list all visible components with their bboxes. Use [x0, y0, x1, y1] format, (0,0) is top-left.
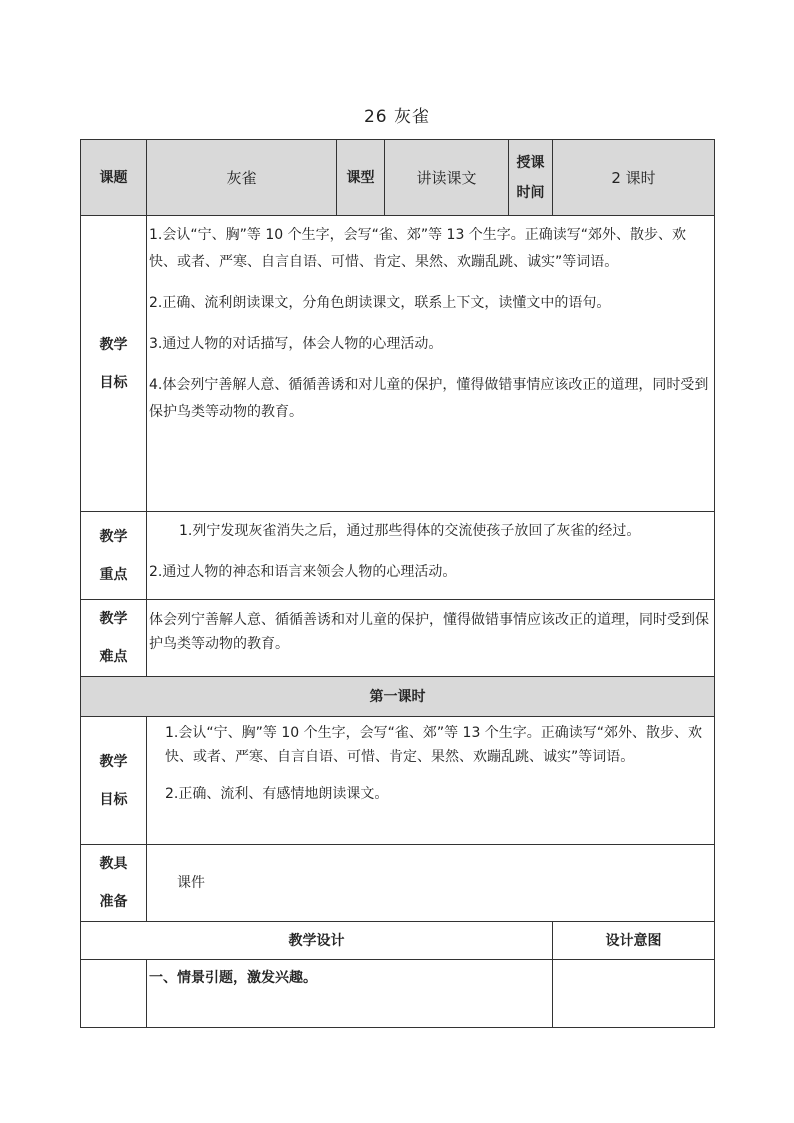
lesson1-goal-1: 1.会认“宁、胸”等 10 个生字，会写“雀、郊”等 13 个生字。正确读写“郊外、散步、欢快、或者、严寒、自言自语、可惜、肯定、果然、欢蹦乱跳、诚实”等词语。 — [165, 725, 703, 765]
key-points-row — [81, 512, 715, 600]
tools-label-1: 教具 — [99, 856, 128, 872]
difficulty-row — [81, 600, 715, 677]
time-label-2: 时间 — [516, 184, 545, 201]
design-step-blank — [81, 960, 147, 1028]
lesson1-goals-row — [81, 717, 715, 845]
difficulty-label-2: 难点 — [99, 649, 128, 665]
tools-row — [81, 845, 715, 922]
topic-label: 课题 — [81, 140, 147, 216]
goals-content — [147, 216, 715, 512]
difficulty-label-1: 教学 — [99, 611, 128, 627]
goals-row — [81, 216, 715, 512]
lesson1-goals-label — [81, 717, 147, 845]
design-step-1: 一、情景引题，激发兴趣。 — [147, 960, 553, 1028]
key-point-2: 2.通过人物的神态和语言来领会人物的心理活动。 — [149, 564, 457, 580]
tools-label — [81, 845, 147, 922]
design-intent-cell — [553, 960, 715, 1028]
lesson1-goals-label-1: 教学 — [99, 753, 128, 770]
difficulty-text: 体会列宁善解人意、循循善诱和对儿童的保护，懂得做错事情应该改正的道理，同时受到保护鸟类等动物的教育。 — [149, 612, 709, 652]
time-value: 2 课时 — [553, 140, 715, 216]
goals-label-1: 教学 — [99, 336, 128, 353]
goals-label-2: 目标 — [99, 374, 128, 391]
page-title: 26 灰雀 — [363, 107, 431, 127]
goal-item-4: 4.体会列宁善解人意、循循善诱和对儿童的保护，懂得做错事情应该改正的道理，同时受到保护鸟类等动物的教育。 — [149, 377, 709, 420]
lesson1-goal-2: 2.正确、流利、有感情地朗读课文。 — [165, 786, 389, 802]
lesson-plan-table — [80, 139, 715, 1028]
topic-value: 灰雀 — [147, 140, 337, 216]
key-points-label-1: 教学 — [99, 528, 128, 545]
design-step-row — [81, 960, 715, 1028]
design-header-left: 教学设计 — [81, 922, 553, 960]
goals-label — [81, 216, 147, 512]
key-points-content — [147, 512, 715, 600]
key-points-label — [81, 512, 147, 600]
lesson1-heading: 第一课时 — [81, 677, 715, 717]
goal-item-3: 3.通过人物的对话描写，体会人物的心理活动。 — [149, 336, 443, 352]
type-label: 课型 — [337, 140, 385, 216]
design-header-row — [81, 922, 715, 960]
difficulty-label — [81, 600, 147, 677]
key-points-label-2: 重点 — [99, 566, 128, 583]
tools-value: 课件 — [147, 845, 715, 922]
type-value: 讲读课文 — [385, 140, 509, 216]
lesson1-goals-content — [147, 717, 715, 845]
key-point-1: 1.列宁发现灰雀消失之后，通过那些得体的交流使孩子放回了灰雀的经过。 — [179, 523, 641, 539]
design-header-right: 设计意图 — [553, 922, 715, 960]
goal-item-2: 2.正确、流利朗读课文，分角色朗读课文，联系上下文，读懂文中的语句。 — [149, 295, 611, 311]
lesson1-heading-row — [81, 677, 715, 717]
time-label-1: 授课 — [516, 154, 545, 171]
time-label — [509, 140, 553, 216]
tools-label-2: 准备 — [99, 894, 128, 910]
header-row — [81, 140, 715, 216]
difficulty-content — [147, 600, 715, 677]
goal-item-1: 1.会认“宁、胸”等 10 个生字，会写“雀、郊”等 13 个生字。正确读写“郊外、散步、欢快、或者、严寒、自言自语、可惜、肯定、果然、欢蹦乱跳、诚实”等词语。 — [149, 227, 687, 270]
lesson1-goals-label-2: 目标 — [99, 791, 128, 808]
